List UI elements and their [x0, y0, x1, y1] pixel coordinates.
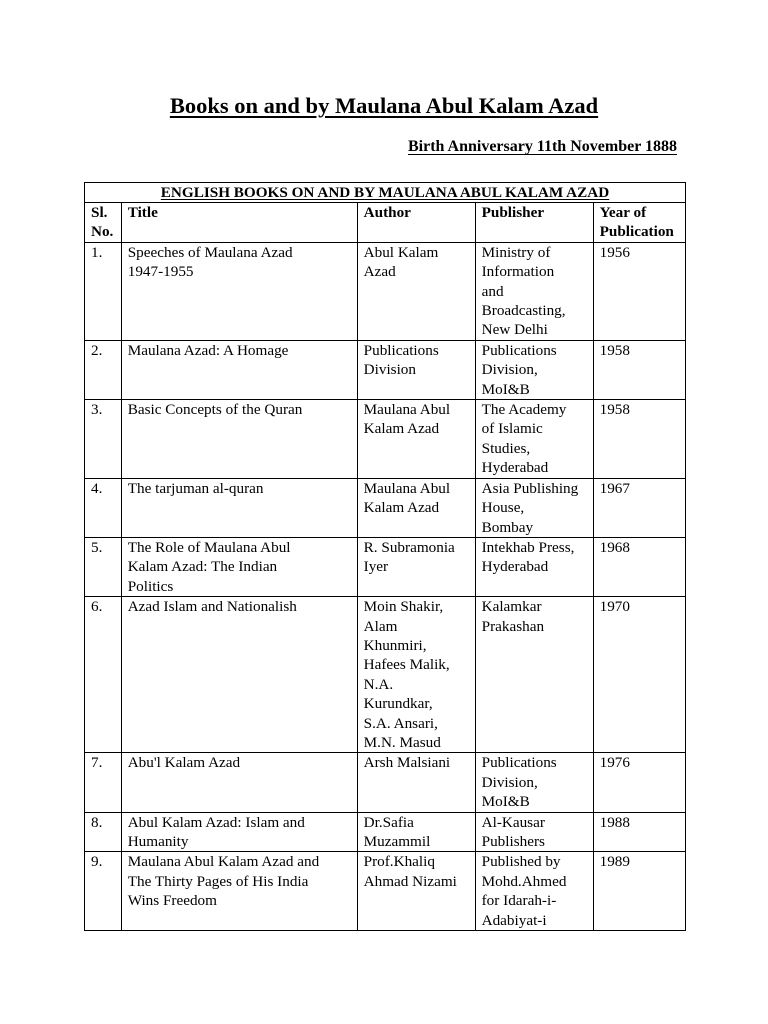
author-line: Maulana Abul — [363, 401, 451, 419]
table-row — [85, 753, 686, 812]
publisher-line: Intekhab Press, — [481, 538, 575, 556]
title-line: Maulana Abul Kalam Azad and — [127, 853, 320, 871]
cell-author — [357, 753, 475, 812]
cell-title — [121, 478, 357, 537]
cell-title — [121, 242, 357, 340]
title-line: Politics — [127, 577, 174, 595]
table-caption: ENGLISH BOOKS ON AND BY MAULANA ABUL KALAM AZAD — [85, 183, 686, 203]
author-line: Moin Shakir, — [363, 598, 444, 616]
publisher-line: New Delhi — [481, 321, 548, 339]
table-row — [85, 400, 686, 479]
header-title: Title — [121, 203, 357, 243]
publisher-line: The Academy — [481, 401, 567, 419]
table-row — [85, 597, 686, 753]
cell-sl-no: 6. — [85, 597, 122, 753]
cell-publisher — [475, 812, 593, 852]
cell-year: 1968 — [593, 537, 685, 596]
cell-sl-no: 5. — [85, 537, 122, 596]
cell-publisher — [475, 400, 593, 479]
publisher-line: House, — [481, 499, 525, 517]
author-line: Kalam Azad — [363, 499, 440, 517]
table-row — [85, 852, 686, 931]
cell-author — [357, 812, 475, 852]
title-line: Wins Freedom — [127, 892, 217, 910]
cell-title — [121, 753, 357, 812]
title-line: Speeches of Maulana Azad — [127, 243, 293, 261]
title-line: The Role of Maulana Abul — [127, 538, 291, 556]
author-line: Arsh Malsiani — [363, 754, 451, 772]
cell-title — [121, 340, 357, 399]
publisher-line: Hyderabad — [481, 459, 549, 477]
cell-title — [121, 400, 357, 479]
page-title: Books on and by Maulana Abul Kalam Azad — [169, 93, 599, 118]
title-line: The Thirty Pages of His India — [127, 872, 309, 890]
publisher-line: Al-Kausar — [481, 813, 545, 831]
cell-sl-no: 9. — [85, 852, 122, 931]
publisher-line: of Islamic — [481, 420, 543, 438]
publisher-line: Hyderabad — [481, 558, 549, 576]
title-line: Humanity — [127, 833, 189, 850]
publisher-line: MoI&B — [481, 793, 530, 811]
publisher-line: Mohd.Ahmed — [481, 872, 567, 890]
author-line: Khunmiri, — [363, 636, 427, 654]
books-table — [84, 182, 686, 931]
publisher-line: Kalamkar — [481, 598, 542, 616]
cell-title — [121, 597, 357, 753]
cell-publisher — [475, 242, 593, 340]
author-line: N.A. — [363, 675, 394, 693]
author-line: Iyer — [363, 558, 389, 576]
publisher-line: Prakashan — [481, 617, 545, 635]
cell-sl-no: 8. — [85, 812, 122, 852]
table-row — [85, 537, 686, 596]
cell-author — [357, 597, 475, 753]
cell-publisher — [475, 340, 593, 399]
cell-publisher — [475, 597, 593, 753]
cell-title — [121, 537, 357, 596]
table-header-row — [85, 203, 686, 243]
cell-publisher — [475, 537, 593, 596]
author-line: Kurundkar, — [363, 695, 433, 713]
cell-sl-no: 7. — [85, 753, 122, 812]
page-subtitle: Birth Anniversary 11th November 1888 — [407, 138, 677, 155]
cell-year: 1958 — [593, 400, 685, 479]
author-line: Prof.Khaliq — [363, 853, 435, 871]
title-line: Abu'l Kalam Azad — [127, 754, 241, 772]
title-line: 1947-1955 — [127, 263, 194, 281]
author-line: M.N. Masud — [363, 733, 441, 751]
publisher-line: Published by — [481, 853, 561, 871]
publisher-line: Publications — [481, 754, 557, 772]
cell-publisher — [475, 753, 593, 812]
table-caption-row — [85, 183, 686, 203]
publisher-line: MoI&B — [481, 380, 530, 398]
cell-publisher — [475, 478, 593, 537]
table-row — [85, 242, 686, 340]
cell-year: 1976 — [593, 753, 685, 812]
cell-year: 1967 — [593, 478, 685, 537]
author-line: Alam — [363, 617, 398, 635]
author-line: Publications — [363, 341, 439, 359]
cell-author — [357, 400, 475, 479]
publisher-line: Ministry of — [481, 243, 551, 261]
publisher-line: Adabiyat-i — [481, 911, 547, 929]
cell-author — [357, 340, 475, 399]
table-row — [85, 478, 686, 537]
table-body — [85, 242, 686, 930]
cell-sl-no: 3. — [85, 400, 122, 479]
header-publisher: Publisher — [475, 203, 593, 243]
publisher-line: Asia Publishing — [481, 479, 579, 497]
publisher-line: Bombay — [481, 518, 534, 536]
header-sl-no: Sl. No. — [85, 203, 122, 243]
publisher-line: Broadcasting, — [481, 302, 566, 320]
author-line: Kalam Azad — [363, 420, 440, 438]
cell-author — [357, 537, 475, 596]
cell-title — [121, 812, 357, 852]
title-line: Azad Islam and Nationalish — [127, 598, 297, 616]
author-line: Dr.Safia — [363, 813, 414, 831]
title-line: The tarjuman al-quran — [127, 479, 264, 497]
table-row — [85, 340, 686, 399]
cell-year: 1956 — [593, 242, 685, 340]
publisher-line: for Idarah-i- — [481, 892, 557, 910]
header-year: Year of Publication — [593, 203, 685, 243]
author-line: R. Subramonia — [363, 538, 455, 556]
table-row — [85, 812, 686, 852]
cell-year: 1958 — [593, 340, 685, 399]
cell-sl-no: 1. — [85, 242, 122, 340]
cell-title — [121, 852, 357, 931]
author-line: S.A. Ansari, — [363, 714, 438, 732]
publisher-line: Information — [481, 263, 555, 281]
title-line: Maulana Azad: A Homage — [127, 341, 289, 359]
cell-publisher — [475, 852, 593, 931]
header-author: Author — [357, 203, 475, 243]
cell-year: 1970 — [593, 597, 685, 753]
publisher-line: Studies, — [481, 439, 531, 457]
title-line: Basic Concepts of the Quran — [127, 401, 303, 419]
cell-author — [357, 852, 475, 931]
cell-sl-no: 4. — [85, 478, 122, 537]
title-line: Kalam Azad: The Indian — [127, 558, 278, 576]
publisher-line: Publications — [481, 341, 557, 359]
publisher-line: Division, — [481, 773, 538, 791]
cell-author — [357, 242, 475, 340]
author-line: Division — [363, 361, 416, 379]
publisher-line: and — [481, 282, 504, 300]
author-line: Ahmad Nizami — [363, 872, 457, 890]
cell-year: 1988 — [593, 812, 685, 852]
author-line: Muzammil — [363, 833, 431, 850]
cell-author — [357, 478, 475, 537]
title-line: Abul Kalam Azad: Islam and — [127, 813, 305, 831]
author-line: Maulana Abul — [363, 479, 451, 497]
author-line: Azad — [363, 263, 396, 281]
author-line: Abul Kalam — [363, 243, 439, 261]
author-line: Hafees Malik, — [363, 656, 450, 674]
cell-year: 1989 — [593, 852, 685, 931]
publisher-line: Division, — [481, 361, 538, 379]
cell-sl-no: 2. — [85, 340, 122, 399]
publisher-line: Publishers — [481, 833, 545, 850]
